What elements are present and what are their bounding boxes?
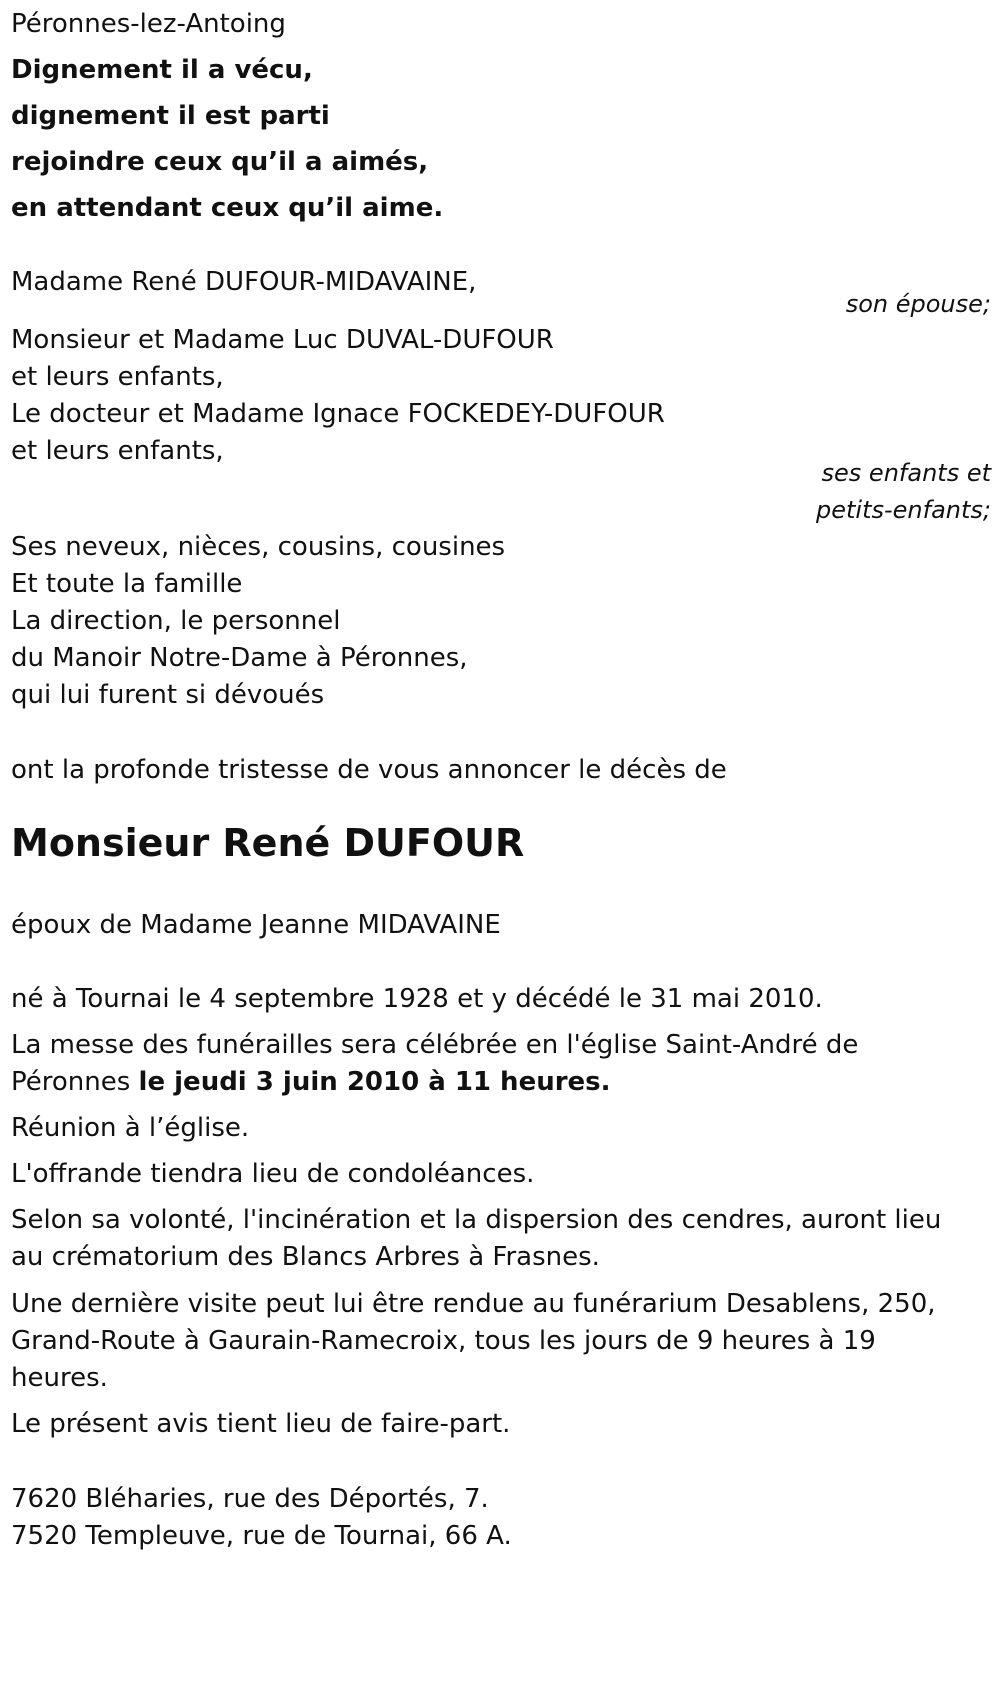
mass-date: le jeudi 3 juin 2010 à 11 heures. bbox=[138, 1067, 611, 1097]
mass-place: Péronnes bbox=[11, 1067, 139, 1097]
notice: Le présent avis tient lieu de faire-part. bbox=[11, 1409, 511, 1439]
family-line-5: qui lui furent si dévoués bbox=[11, 680, 325, 710]
children-line-1: Monsieur et Madame Luc DUVAL-DUFOUR bbox=[11, 325, 554, 355]
address-1: 7620 Bléharies, rue des Déportés, 7. bbox=[11, 1484, 489, 1514]
location: Péronnes-lez-Antoing bbox=[11, 9, 286, 39]
children-line-2: et leurs enfants, bbox=[11, 362, 224, 392]
address-2: 7520 Templeuve, rue de Tournai, 66 A. bbox=[11, 1521, 512, 1551]
spouse-of: époux de Madame Jeanne MIDAVAINE bbox=[11, 910, 501, 940]
children-line-3: Le docteur et Madame Ignace FOCKEDEY-DUFOUR bbox=[11, 399, 665, 429]
poem-line-3: rejoindre ceux qu’il a aimés, bbox=[11, 147, 429, 177]
family-line-1: Ses neveux, nièces, cousins, cousines bbox=[11, 532, 506, 562]
offering: L'offrande tiendra lieu de condoléances. bbox=[11, 1159, 535, 1189]
poem-line-1: Dignement il a vécu, bbox=[11, 55, 313, 85]
birth-death: né à Tournai le 4 septembre 1928 et y décédé le 31 mai 2010. bbox=[11, 984, 823, 1014]
family-line-3: La direction, le personnel bbox=[11, 606, 341, 636]
family-line-2: Et toute la famille bbox=[11, 569, 243, 599]
children-line-4: et leurs enfants, bbox=[11, 436, 224, 466]
spouse-name: Madame René DUFOUR-MIDAVAINE, bbox=[11, 267, 477, 297]
cremation-line-1: Selon sa volonté, l'incinération et la dispersion des cendres, auront lieu bbox=[11, 1205, 942, 1235]
visit-line-2: Grand-Route à Gaurain-Ramecroix, tous les jours de 9 heures à 19 bbox=[11, 1326, 876, 1356]
cremation-line-2: au crématorium des Blancs Arbres à Frasnes. bbox=[11, 1242, 600, 1272]
children-role-2: petits-enfants; bbox=[816, 496, 991, 524]
announcement: ont la profonde tristesse de vous annoncer le décès de bbox=[11, 755, 727, 785]
family-line-4: du Manoir Notre-Dame à Péronnes, bbox=[11, 643, 468, 673]
visit-line-3: heures. bbox=[11, 1363, 108, 1393]
visit-line-1: Une dernière visite peut lui être rendue au funérarium Desablens, 250, bbox=[11, 1289, 936, 1319]
meeting: Réunion à l’église. bbox=[11, 1113, 250, 1143]
mass-line-2 bbox=[11, 1062, 611, 1102]
deceased-name: Monsieur René DUFOUR bbox=[11, 821, 525, 865]
poem-line-4: en attendant ceux qu’il aime. bbox=[11, 193, 444, 223]
spouse-role: son épouse; bbox=[845, 290, 991, 318]
mass-line-1: La messe des funérailles sera célébrée en l'église Saint-André de bbox=[11, 1030, 859, 1060]
poem-line-2: dignement il est parti bbox=[11, 101, 330, 131]
children-role-1: ses enfants et bbox=[821, 459, 991, 487]
